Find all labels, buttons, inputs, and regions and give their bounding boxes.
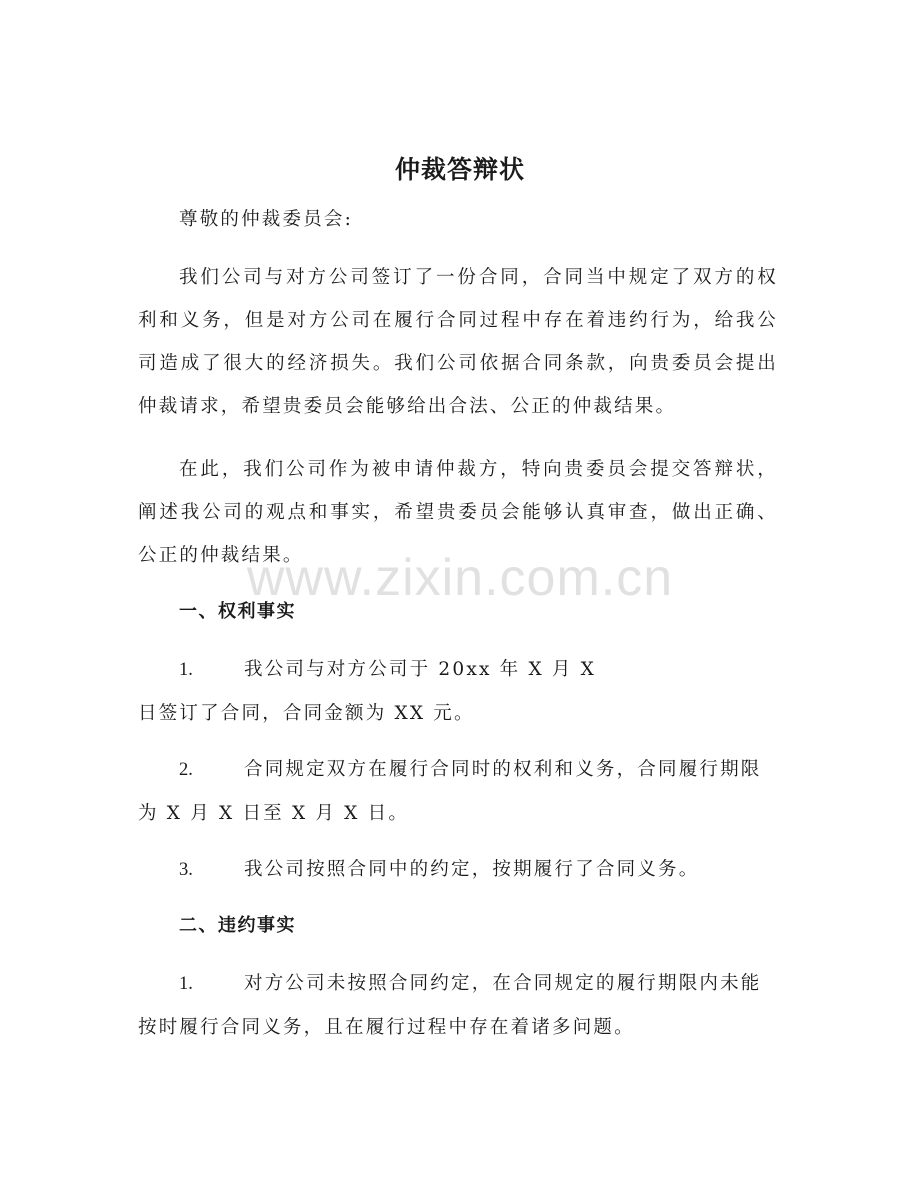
- list-item-text: 我公司与对方公司于 20xx 年 X 月 X: [244, 659, 597, 680]
- section-heading-breach: 二、违约事实: [179, 915, 296, 936]
- list-item-text: 对方公司未按照合同约定，在合同规定的履行期限内未能: [244, 973, 762, 994]
- list-item-breach-1: [138, 962, 778, 1049]
- list-item-text-continued: 为 X 月 X 日至 X 月 X 日。: [138, 803, 410, 824]
- section-heading-rights: 一、权利事实: [179, 601, 296, 622]
- list-item-text: 合同规定双方在履行合同时的权利和义务，合同履行期限: [244, 759, 762, 780]
- list-item-rights-3: [138, 848, 778, 892]
- document-title: 仲裁答辩状: [394, 155, 525, 184]
- list-item-number: 1.: [179, 660, 193, 680]
- list-item-text-continued: 日签订了合同，合同金额为 XX 元。: [138, 703, 475, 724]
- list-item-rights-1: [138, 648, 778, 735]
- salutation: 尊敬的仲裁委员会:: [179, 209, 354, 230]
- paragraph-intro: 我们公司与对方公司签订了一份合同，合同当中规定了双方的权利和义务，但是对方公司在履行合同过程中存在着违约行为，给我公司造成了很大的经济损失。我们公司依据合同条款，向贵委员会提出仲裁请求，希望贵委员会能够给出合法、公正的仲裁结果。: [138, 267, 778, 417]
- list-item-text-continued: 按时履行合同义务，且在履行过程中存在着诸多问题。: [138, 1017, 635, 1038]
- list-item-text: 我公司按照合同中的约定，按期履行了合同义务。: [244, 859, 700, 880]
- paragraph-statement: 在此，我们公司作为被申请仲裁方，特向贵委员会提交答辩状，阐述我公司的观点和事实，希望贵委员会能够认真审查，做出正确、公正的仲裁结果。: [138, 459, 778, 566]
- list-item-number: 2.: [179, 760, 193, 780]
- list-item-number: 1.: [179, 974, 193, 994]
- list-item-rights-2: [138, 748, 778, 835]
- watermark: www.zixin.com.cn: [246, 549, 674, 607]
- list-item-number: 3.: [179, 860, 193, 880]
